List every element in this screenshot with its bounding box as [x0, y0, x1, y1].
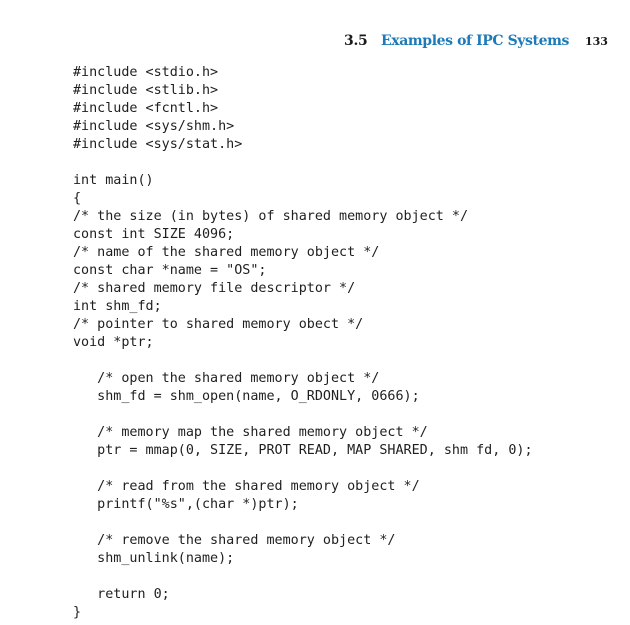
- code-line: shm_fd = shm_open(name, O_RDONLY, 0666);: [73, 389, 420, 404]
- code-line: const int SIZE 4096;: [73, 227, 235, 242]
- page-number: 133: [585, 35, 608, 48]
- code-line: [73, 406, 533, 424]
- code-line: #include <fcntl.h>: [73, 101, 219, 116]
- code-line: int shm_fd;: [73, 299, 162, 314]
- code-line: /* pointer to shared memory obect */: [73, 317, 364, 332]
- code-line: #include <stdio.h>: [73, 65, 219, 80]
- code-line: int main(): [73, 173, 154, 188]
- code-line: /* read from the shared memory object */: [73, 479, 420, 494]
- code-line: #include <sys/stat.h>: [73, 137, 243, 152]
- code-line: /* name of the shared memory object */: [73, 245, 380, 260]
- code-line: {: [73, 191, 82, 206]
- code-line: [73, 460, 533, 478]
- code-line: void *ptr;: [73, 335, 154, 350]
- page-header: [0, 30, 630, 54]
- code-listing: [73, 64, 533, 622]
- code-line: printf("%s",(char *)ptr);: [73, 497, 299, 512]
- code-line: const char *name = "OS";: [73, 263, 267, 278]
- code-line: ptr = mmap(0, SIZE, PROT READ, MAP SHARED, shm fd, 0);: [73, 443, 533, 458]
- code-line: /* remove the shared memory object */: [73, 533, 396, 548]
- code-line: [73, 568, 533, 586]
- code-line: /* shared memory file descriptor */: [73, 281, 356, 296]
- code-line: /* the size (in bytes) of shared memory object */: [73, 209, 469, 224]
- section-title: Examples of IPC Systems: [381, 33, 569, 49]
- code-line: [73, 154, 533, 172]
- code-line: [73, 352, 533, 370]
- code-line: #include <sys/shm.h>: [73, 119, 235, 134]
- section-number: 3.5: [344, 33, 368, 49]
- code-line: #include <stlib.h>: [73, 83, 219, 98]
- code-line: [73, 514, 533, 532]
- code-line: /* memory map the shared memory object */: [73, 425, 428, 440]
- code-line: return 0;: [73, 587, 170, 602]
- code-line: }: [73, 605, 82, 620]
- code-line: /* open the shared memory object */: [73, 371, 380, 386]
- code-line: shm_unlink(name);: [73, 551, 235, 566]
